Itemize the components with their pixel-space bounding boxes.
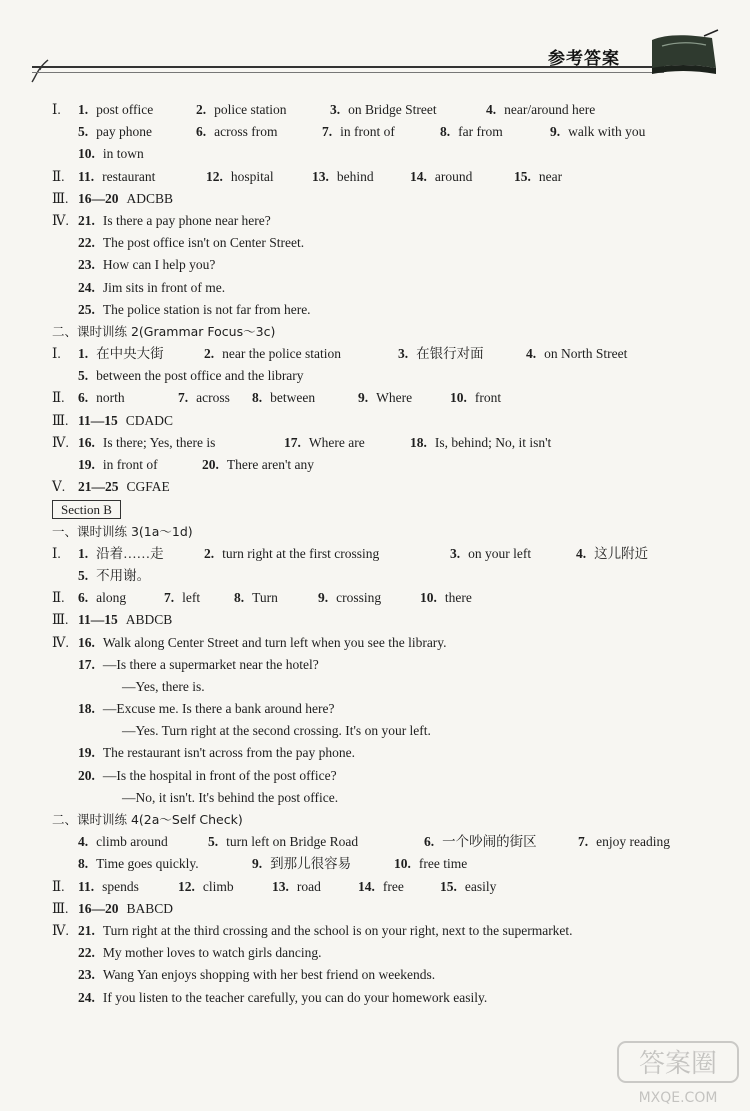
- roman-numeral: Ⅱ.: [52, 390, 65, 406]
- item-number: 21—25: [78, 479, 119, 495]
- item-number: 6.: [78, 590, 89, 606]
- answer-line: [52, 565, 732, 587]
- answer-item: [206, 166, 274, 188]
- item-number: 20.: [78, 767, 95, 783]
- answer-item: [252, 387, 315, 409]
- item-answer: in front of: [340, 124, 395, 140]
- item-answer: road: [296, 878, 321, 894]
- roman-numeral: Ⅲ.: [52, 190, 69, 206]
- answer-item: [440, 121, 503, 143]
- answer-item: [78, 765, 337, 787]
- item-number: 1.: [78, 346, 89, 362]
- item-number: 10.: [450, 390, 467, 406]
- item-answer: My mother loves to watch girls dancing.: [102, 945, 322, 961]
- answer-item: [78, 632, 447, 654]
- item-number: 5.: [78, 368, 89, 384]
- answer-item: [78, 210, 271, 232]
- item-number: 2.: [204, 545, 215, 561]
- answer-item: [78, 166, 155, 188]
- item-number: 11.: [78, 168, 95, 184]
- item-number: 25.: [78, 301, 95, 317]
- item-answer: Is there; Yes, there is: [102, 434, 216, 450]
- item-number: 1.: [78, 545, 89, 561]
- item-number: 17.: [284, 434, 301, 450]
- answer-line: [52, 987, 732, 1009]
- item-answer: turn right at the first crossing: [222, 545, 380, 561]
- lesson-heading: 一、课时训练 3(1a～1d): [52, 523, 193, 539]
- answer-item: [252, 853, 351, 875]
- item-number: 2.: [204, 346, 215, 362]
- item-number: 16.: [78, 634, 95, 650]
- item-answer: 在银行对面: [416, 346, 484, 362]
- item-number: 11.: [78, 878, 95, 894]
- answer-item: [78, 543, 164, 565]
- item-answer: —Is the hospital in front of the post office?: [102, 767, 337, 783]
- roman-numeral: Ⅱ.: [52, 590, 65, 606]
- roman-numeral: Ⅱ.: [52, 168, 65, 184]
- answer-item: [284, 432, 365, 454]
- item-number: 4.: [576, 545, 587, 561]
- item-answer: along: [96, 590, 127, 606]
- item-number: 9.: [318, 590, 329, 606]
- answer-item: [358, 387, 412, 409]
- item-number: 3.: [330, 102, 341, 117]
- item-number: 13.: [272, 878, 289, 894]
- item-number: 22.: [78, 235, 95, 251]
- answer-line: [52, 143, 732, 165]
- dialogue-reply: —No, it isn't. It's behind the post office.: [122, 789, 339, 805]
- item-number: 4.: [486, 102, 497, 117]
- answer-item: [526, 343, 627, 365]
- answer-line: [52, 365, 732, 387]
- item-number: 15.: [440, 878, 457, 894]
- answer-line: [52, 742, 732, 764]
- lesson-heading: 二、课时训练 2(Grammar Focus～3c): [52, 323, 276, 339]
- item-answer: north: [96, 390, 125, 406]
- answer-item: [234, 587, 278, 609]
- item-answer: Is, behind; No, it isn't: [434, 434, 552, 450]
- item-answer: post office: [96, 102, 154, 117]
- item-number: 1.: [78, 102, 89, 117]
- page-title: 参考答案: [548, 49, 620, 69]
- item-answer: Where are: [308, 434, 365, 450]
- roman-numeral: Ⅲ.: [52, 900, 69, 916]
- item-answer: Where: [376, 390, 413, 406]
- item-number: 24.: [78, 279, 95, 295]
- answer-line: [52, 942, 732, 964]
- item-number: 9.: [358, 390, 369, 406]
- roman-numeral: Ⅴ.: [52, 479, 66, 495]
- answer-item: [78, 920, 573, 942]
- answer-line: [52, 321, 732, 343]
- item-answer: easily: [464, 878, 497, 894]
- item-answer: climb: [202, 878, 234, 894]
- item-answer: Walk along Center Street and turn left when you see the library.: [102, 634, 447, 650]
- item-answer: police station: [214, 102, 287, 117]
- item-answer: There aren't any: [226, 457, 315, 472]
- item-number: 19.: [78, 457, 95, 472]
- item-answer: 一个吵闹的街区: [442, 834, 537, 850]
- watermark-text: 答案圈: [638, 1049, 718, 1079]
- item-number: 6.: [78, 390, 89, 406]
- answer-line: [52, 299, 732, 321]
- answer-item: [78, 587, 126, 609]
- item-answer: Wang Yan enjoys shopping with her best friend on weekends.: [102, 967, 436, 983]
- item-answer: If you listen to the teacher carefully, you can do your homework easily.: [102, 989, 488, 1005]
- answer-line: [52, 587, 732, 609]
- answer-item: [78, 254, 215, 276]
- item-answer: —Excuse me. Is there a bank around here?: [102, 701, 335, 717]
- item-answer: around: [434, 168, 473, 184]
- item-number: 14.: [358, 878, 375, 894]
- item-answer: 到那儿很容易: [270, 856, 352, 872]
- answer-item: [196, 99, 286, 121]
- lesson-heading: 二、课时训练 4(2a～Self Check): [52, 812, 243, 827]
- answer-item: [78, 410, 173, 432]
- answer-line: [52, 99, 732, 121]
- answer-item: [78, 432, 215, 454]
- watermark-site: MXQE.COM: [638, 1090, 718, 1106]
- item-number: 8.: [252, 390, 263, 406]
- item-answer: CDADC: [125, 412, 174, 428]
- answer-item: [78, 121, 152, 143]
- item-number: 10.: [394, 856, 411, 872]
- answer-item: [358, 876, 404, 898]
- answer-item: [78, 876, 139, 898]
- item-number: 16.: [78, 434, 95, 450]
- item-answer: near/around here: [504, 102, 596, 117]
- answer-line: [52, 853, 732, 875]
- answer-line: [52, 809, 732, 831]
- item-number: 14.: [410, 168, 427, 184]
- answer-line: [52, 964, 732, 986]
- item-answer: The police station is not far from here.: [102, 301, 311, 317]
- answer-item: [204, 343, 341, 365]
- answer-item: [424, 831, 537, 853]
- item-answer: on your left: [468, 545, 532, 561]
- answer-item: [78, 365, 304, 387]
- item-answer: on North Street: [544, 346, 628, 362]
- answer-item: [78, 698, 335, 720]
- answer-line: [52, 277, 732, 299]
- roman-numeral: Ⅳ.: [52, 212, 69, 228]
- answer-line: [52, 543, 732, 565]
- item-number: 19.: [78, 745, 95, 761]
- answer-item: [204, 543, 379, 565]
- item-answer: pay phone: [96, 124, 152, 140]
- answer-line: [52, 632, 732, 654]
- item-number: 5.: [78, 567, 89, 583]
- item-answer: ADCBB: [126, 190, 174, 206]
- item-answer: spends: [102, 878, 139, 894]
- item-answer: in town: [102, 146, 144, 162]
- answer-item: [202, 454, 314, 476]
- roman-numeral: Ⅱ.: [52, 878, 65, 894]
- page-header: [0, 0, 750, 90]
- answer-item: [78, 654, 319, 676]
- answer-item: [550, 121, 645, 143]
- item-answer: 不用谢。: [96, 567, 151, 583]
- item-number: 18.: [410, 434, 427, 450]
- answer-item: [440, 876, 496, 898]
- item-answer: The post office isn't on Center Street.: [102, 235, 305, 251]
- item-number: 4.: [526, 346, 537, 362]
- answer-line: [52, 188, 732, 210]
- dialogue-reply: —Yes. Turn right at the second crossing. It's on your left.: [122, 723, 431, 739]
- item-number: 3.: [398, 346, 409, 362]
- roman-numeral: Ⅰ.: [52, 102, 61, 117]
- item-number: 10.: [78, 146, 95, 162]
- answer-item: [196, 121, 277, 143]
- answer-content: [52, 99, 732, 1009]
- answer-line: [52, 654, 732, 676]
- roman-numeral: Ⅳ.: [52, 434, 69, 450]
- item-number: 9.: [550, 124, 561, 140]
- answer-item: [78, 387, 125, 409]
- item-answer: there: [444, 590, 472, 606]
- answer-item: [178, 876, 234, 898]
- answer-item: [178, 387, 230, 409]
- item-number: 7.: [578, 834, 589, 850]
- item-answer: 这儿附近: [594, 545, 649, 561]
- item-answer: near: [538, 168, 563, 184]
- item-answer: across: [196, 390, 230, 406]
- answer-line: [52, 698, 732, 720]
- item-number: 6.: [424, 834, 435, 850]
- item-number: 23.: [78, 967, 95, 983]
- item-answer: between: [270, 390, 316, 406]
- answer-line: [52, 410, 732, 432]
- answer-item: [164, 587, 200, 609]
- answer-line: [52, 521, 732, 543]
- item-number: 5.: [78, 124, 89, 140]
- answer-line: [52, 166, 732, 188]
- answer-item: [272, 876, 321, 898]
- answer-item: [394, 853, 467, 875]
- item-number: 17.: [78, 656, 95, 672]
- item-number: 20.: [202, 457, 219, 472]
- item-number: 7.: [322, 124, 333, 140]
- item-answer: enjoy reading: [596, 834, 670, 850]
- item-number: 12.: [178, 878, 195, 894]
- answer-item: [78, 742, 355, 764]
- item-number: 3.: [450, 545, 461, 561]
- item-answer: across from: [214, 124, 278, 140]
- answer-item: [78, 454, 158, 476]
- item-answer: between the post office and the library: [96, 368, 304, 384]
- item-answer: ABDCB: [125, 612, 173, 628]
- answer-item: [410, 432, 551, 454]
- item-number: 23.: [78, 257, 95, 273]
- item-answer: Is there a pay phone near here?: [102, 212, 271, 228]
- answer-item: [78, 964, 435, 986]
- roman-numeral: Ⅲ.: [52, 612, 69, 628]
- answer-line: [52, 121, 732, 143]
- section-label: Section B: [52, 500, 121, 519]
- item-number: 4.: [78, 834, 89, 850]
- answer-line: [52, 254, 732, 276]
- item-number: 21.: [78, 922, 95, 938]
- item-answer: front: [474, 390, 502, 406]
- answer-item: [78, 565, 150, 587]
- answer-line: [52, 876, 732, 898]
- item-answer: crossing: [336, 590, 382, 606]
- item-answer: near the police station: [222, 346, 341, 362]
- item-answer: Turn right at the third crossing and the school is on your right, next to the supermarket.: [102, 922, 573, 938]
- book-icon: [646, 28, 720, 82]
- answer-line: [52, 720, 732, 742]
- roman-numeral: Ⅰ.: [52, 545, 61, 561]
- answer-item: [78, 898, 173, 920]
- answer-item: [578, 831, 670, 853]
- item-answer: left: [182, 590, 201, 606]
- answer-item: [78, 299, 311, 321]
- roman-numeral: Ⅲ.: [52, 412, 69, 428]
- answer-item: [78, 188, 173, 210]
- roman-numeral: Ⅳ.: [52, 634, 69, 650]
- answer-item: [78, 143, 144, 165]
- item-number: 7.: [178, 390, 189, 406]
- answer-item: [78, 987, 487, 1009]
- item-answer: turn left on Bridge Road: [226, 834, 359, 850]
- item-answer: —Is there a supermarket near the hotel?: [102, 656, 319, 672]
- answer-line: [52, 609, 732, 631]
- item-number: 10.: [420, 590, 437, 606]
- answer-line: [52, 454, 732, 476]
- answer-item: [78, 609, 172, 631]
- answer-line: [52, 476, 732, 498]
- item-answer: 沿着……走: [96, 545, 164, 561]
- answer-line: [52, 831, 732, 853]
- item-answer: behind: [336, 168, 374, 184]
- item-number: 5.: [208, 834, 219, 850]
- item-answer: far from: [458, 124, 503, 140]
- answer-item: [398, 343, 484, 365]
- answer-item: [208, 831, 358, 853]
- item-answer: walk with you: [568, 124, 646, 140]
- item-answer: hospital: [230, 168, 274, 184]
- item-number: 21.: [78, 212, 95, 228]
- answer-item: [78, 853, 199, 875]
- item-answer: 在中央大街: [96, 346, 164, 362]
- answer-line: [52, 387, 732, 409]
- answer-item: [318, 587, 381, 609]
- answer-item: [576, 543, 648, 565]
- item-number: 15.: [514, 168, 531, 184]
- item-number: 8.: [234, 590, 245, 606]
- item-answer: Time goes quickly.: [96, 856, 199, 872]
- answer-item: [450, 387, 501, 409]
- answer-line: [52, 343, 732, 365]
- item-number: 24.: [78, 989, 95, 1005]
- item-number: 9.: [252, 856, 263, 872]
- item-number: 11—15: [78, 412, 118, 428]
- answer-item: [78, 942, 321, 964]
- answer-item: [450, 543, 531, 565]
- item-number: 11—15: [78, 612, 118, 628]
- item-answer: on Bridge Street: [348, 102, 437, 117]
- item-number: 8.: [78, 856, 89, 872]
- item-number: 7.: [164, 590, 175, 606]
- answer-line: [52, 432, 732, 454]
- answer-line: [52, 232, 732, 254]
- answer-item: [514, 166, 562, 188]
- answer-item: [78, 99, 153, 121]
- item-answer: The restaurant isn't across from the pay phone.: [102, 745, 355, 761]
- answer-item: [486, 99, 595, 121]
- item-answer: free time: [418, 856, 468, 872]
- item-answer: in front of: [102, 457, 158, 472]
- answer-line: [52, 787, 732, 809]
- answer-item: [78, 232, 304, 254]
- item-number: 12.: [206, 168, 223, 184]
- answer-line: [52, 920, 732, 942]
- dialogue-reply: —Yes, there is.: [122, 678, 205, 694]
- item-answer: How can I help you?: [102, 257, 216, 273]
- watermark-logo: [616, 1038, 740, 1108]
- item-answer: CGFAE: [126, 479, 170, 495]
- roman-numeral: Ⅳ.: [52, 922, 69, 938]
- answer-line: [52, 765, 732, 787]
- item-number: 13.: [312, 168, 329, 184]
- item-answer: BABCD: [126, 900, 174, 916]
- item-number: 16—20: [78, 190, 119, 206]
- answer-line: [52, 498, 732, 520]
- answer-item: [410, 166, 472, 188]
- item-number: 6.: [196, 124, 207, 140]
- item-answer: Turn: [252, 590, 278, 606]
- answer-item: [78, 831, 168, 853]
- item-answer: free: [382, 878, 404, 894]
- answer-item: [420, 587, 472, 609]
- item-number: 18.: [78, 701, 95, 717]
- answer-item: [330, 99, 437, 121]
- roman-numeral: Ⅰ.: [52, 346, 61, 362]
- answer-line: [52, 210, 732, 232]
- item-answer: climb around: [96, 834, 168, 850]
- item-answer: restaurant: [102, 168, 156, 184]
- answer-line: [52, 898, 732, 920]
- answer-item: [322, 121, 395, 143]
- answer-item: [78, 343, 164, 365]
- answer-line: [52, 676, 732, 698]
- item-number: 16—20: [78, 900, 119, 916]
- item-number: 22.: [78, 945, 95, 961]
- answer-item: [78, 277, 225, 299]
- answer-item: [78, 476, 170, 498]
- item-answer: Jim sits in front of me.: [102, 279, 226, 295]
- item-number: 2.: [196, 102, 207, 117]
- item-number: 8.: [440, 124, 451, 140]
- answer-item: [312, 166, 374, 188]
